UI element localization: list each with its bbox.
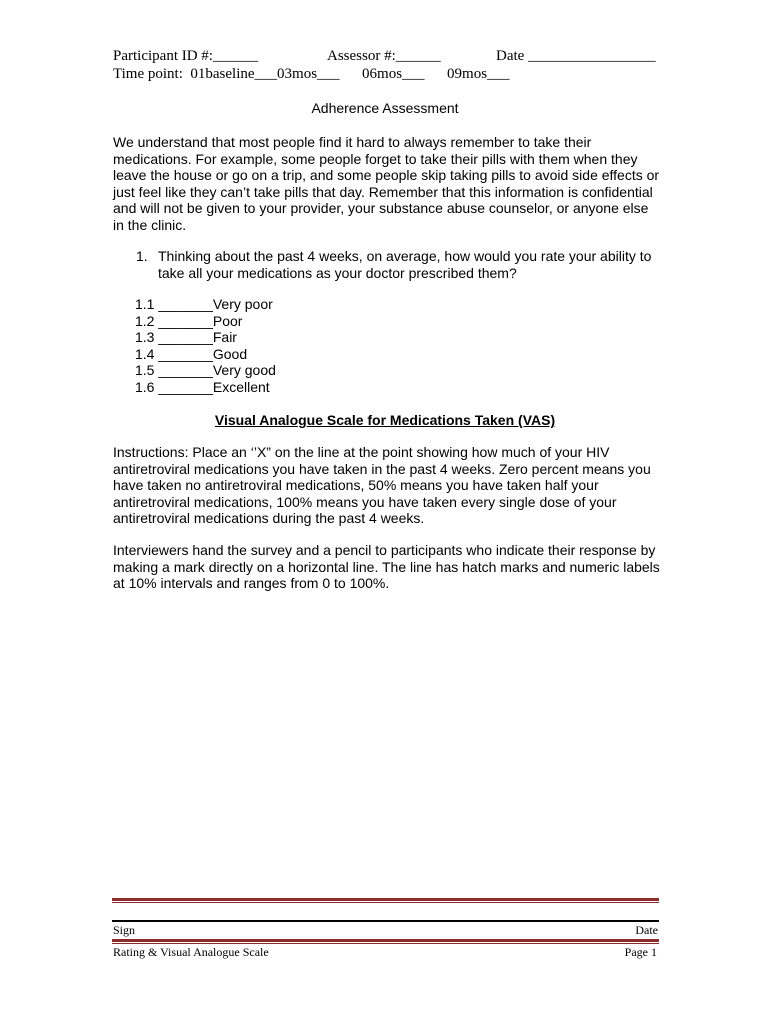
instructions-line: antiretroviral medications you have taken in the past 4 weeks. Zero percent means you [113,460,651,477]
footer-divider [112,902,659,903]
intro-line: leave the house or go on a trip, and some people skip taking pills to avoid side effects or [113,167,660,184]
signature-line [112,920,659,922]
instructions-line: antiretroviral medications during the past 4 weeks. [113,510,425,527]
footer-divider [112,898,659,901]
interviewer-paragraph [113,542,658,592]
rating-options [135,296,276,396]
intro-line: just feel like they can’t take pills that day. Remember that this information is confidential [113,183,653,200]
question-number: 1. [136,248,148,264]
instructions-line: antiretroviral medications, 100% means you have taken every single dose of your [113,493,617,510]
option-very-good[interactable]: 1.5 _______Very good [135,362,276,379]
instructions-paragraph [113,444,658,527]
timepoint-field: Time point: 01baseline___03mos___ 06mos___ 09mos___ [113,66,510,82]
footer-divider [112,939,659,942]
date-field: Date _________________ [496,48,656,64]
option-good[interactable]: 1.4 _______Good [135,345,248,362]
assessor-field: Assessor #:______ [327,48,441,64]
option-poor[interactable]: 1.2 _______Poor [135,312,243,329]
footer-doc-title: Rating & Visual Analogue Scale [113,945,269,959]
page-title: Adherence Assessment [311,100,459,116]
option-fair[interactable]: 1.3 _______Fair [135,329,237,346]
vas-heading: Visual Analogue Scale for Medications Taken (VAS) [214,412,556,428]
interviewer-line: making a mark directly on a horizontal line. The line has hatch marks and numeric labels [113,558,660,575]
question-text-line2: take all your medications as your doctor prescribed them? [158,265,517,281]
interviewer-line: Interviewers hand the survey and a pencil to participants who indicate their response by [113,542,656,558]
instructions-line: have taken no antiretroviral medications, 50% means you have taken half your [113,477,599,494]
date-label: Date [635,923,658,937]
intro-line: in the clinic. [113,216,187,233]
intro-line: We understand that most people find it hard to always remember to take their [113,134,592,150]
instructions-line: Instructions: Place an ‘’X” on the line at the point showing how much of your HIV [113,444,610,460]
intro-paragraph [113,134,658,234]
question-text-line1: Thinking about the past 4 weeks, on average, how would you rate your ability to [158,248,652,264]
page-number: Page 1 [624,945,657,959]
interviewer-line: at 10% intervals and ranges from 0 to 100%. [113,575,390,592]
sign-label: Sign [113,923,136,937]
intro-line: medications. For example, some people forget to take their pills with them when they [113,150,638,167]
participant-id-field: Participant ID #:______ [113,48,258,64]
intro-line: and will not be given to your provider, your substance abuse counselor, or anyone else [113,200,649,217]
option-excellent[interactable]: 1.6 _______Excellent [135,378,270,395]
option-very-poor[interactable]: 1.1 _______Very poor [135,296,273,312]
footer-divider [112,943,659,944]
